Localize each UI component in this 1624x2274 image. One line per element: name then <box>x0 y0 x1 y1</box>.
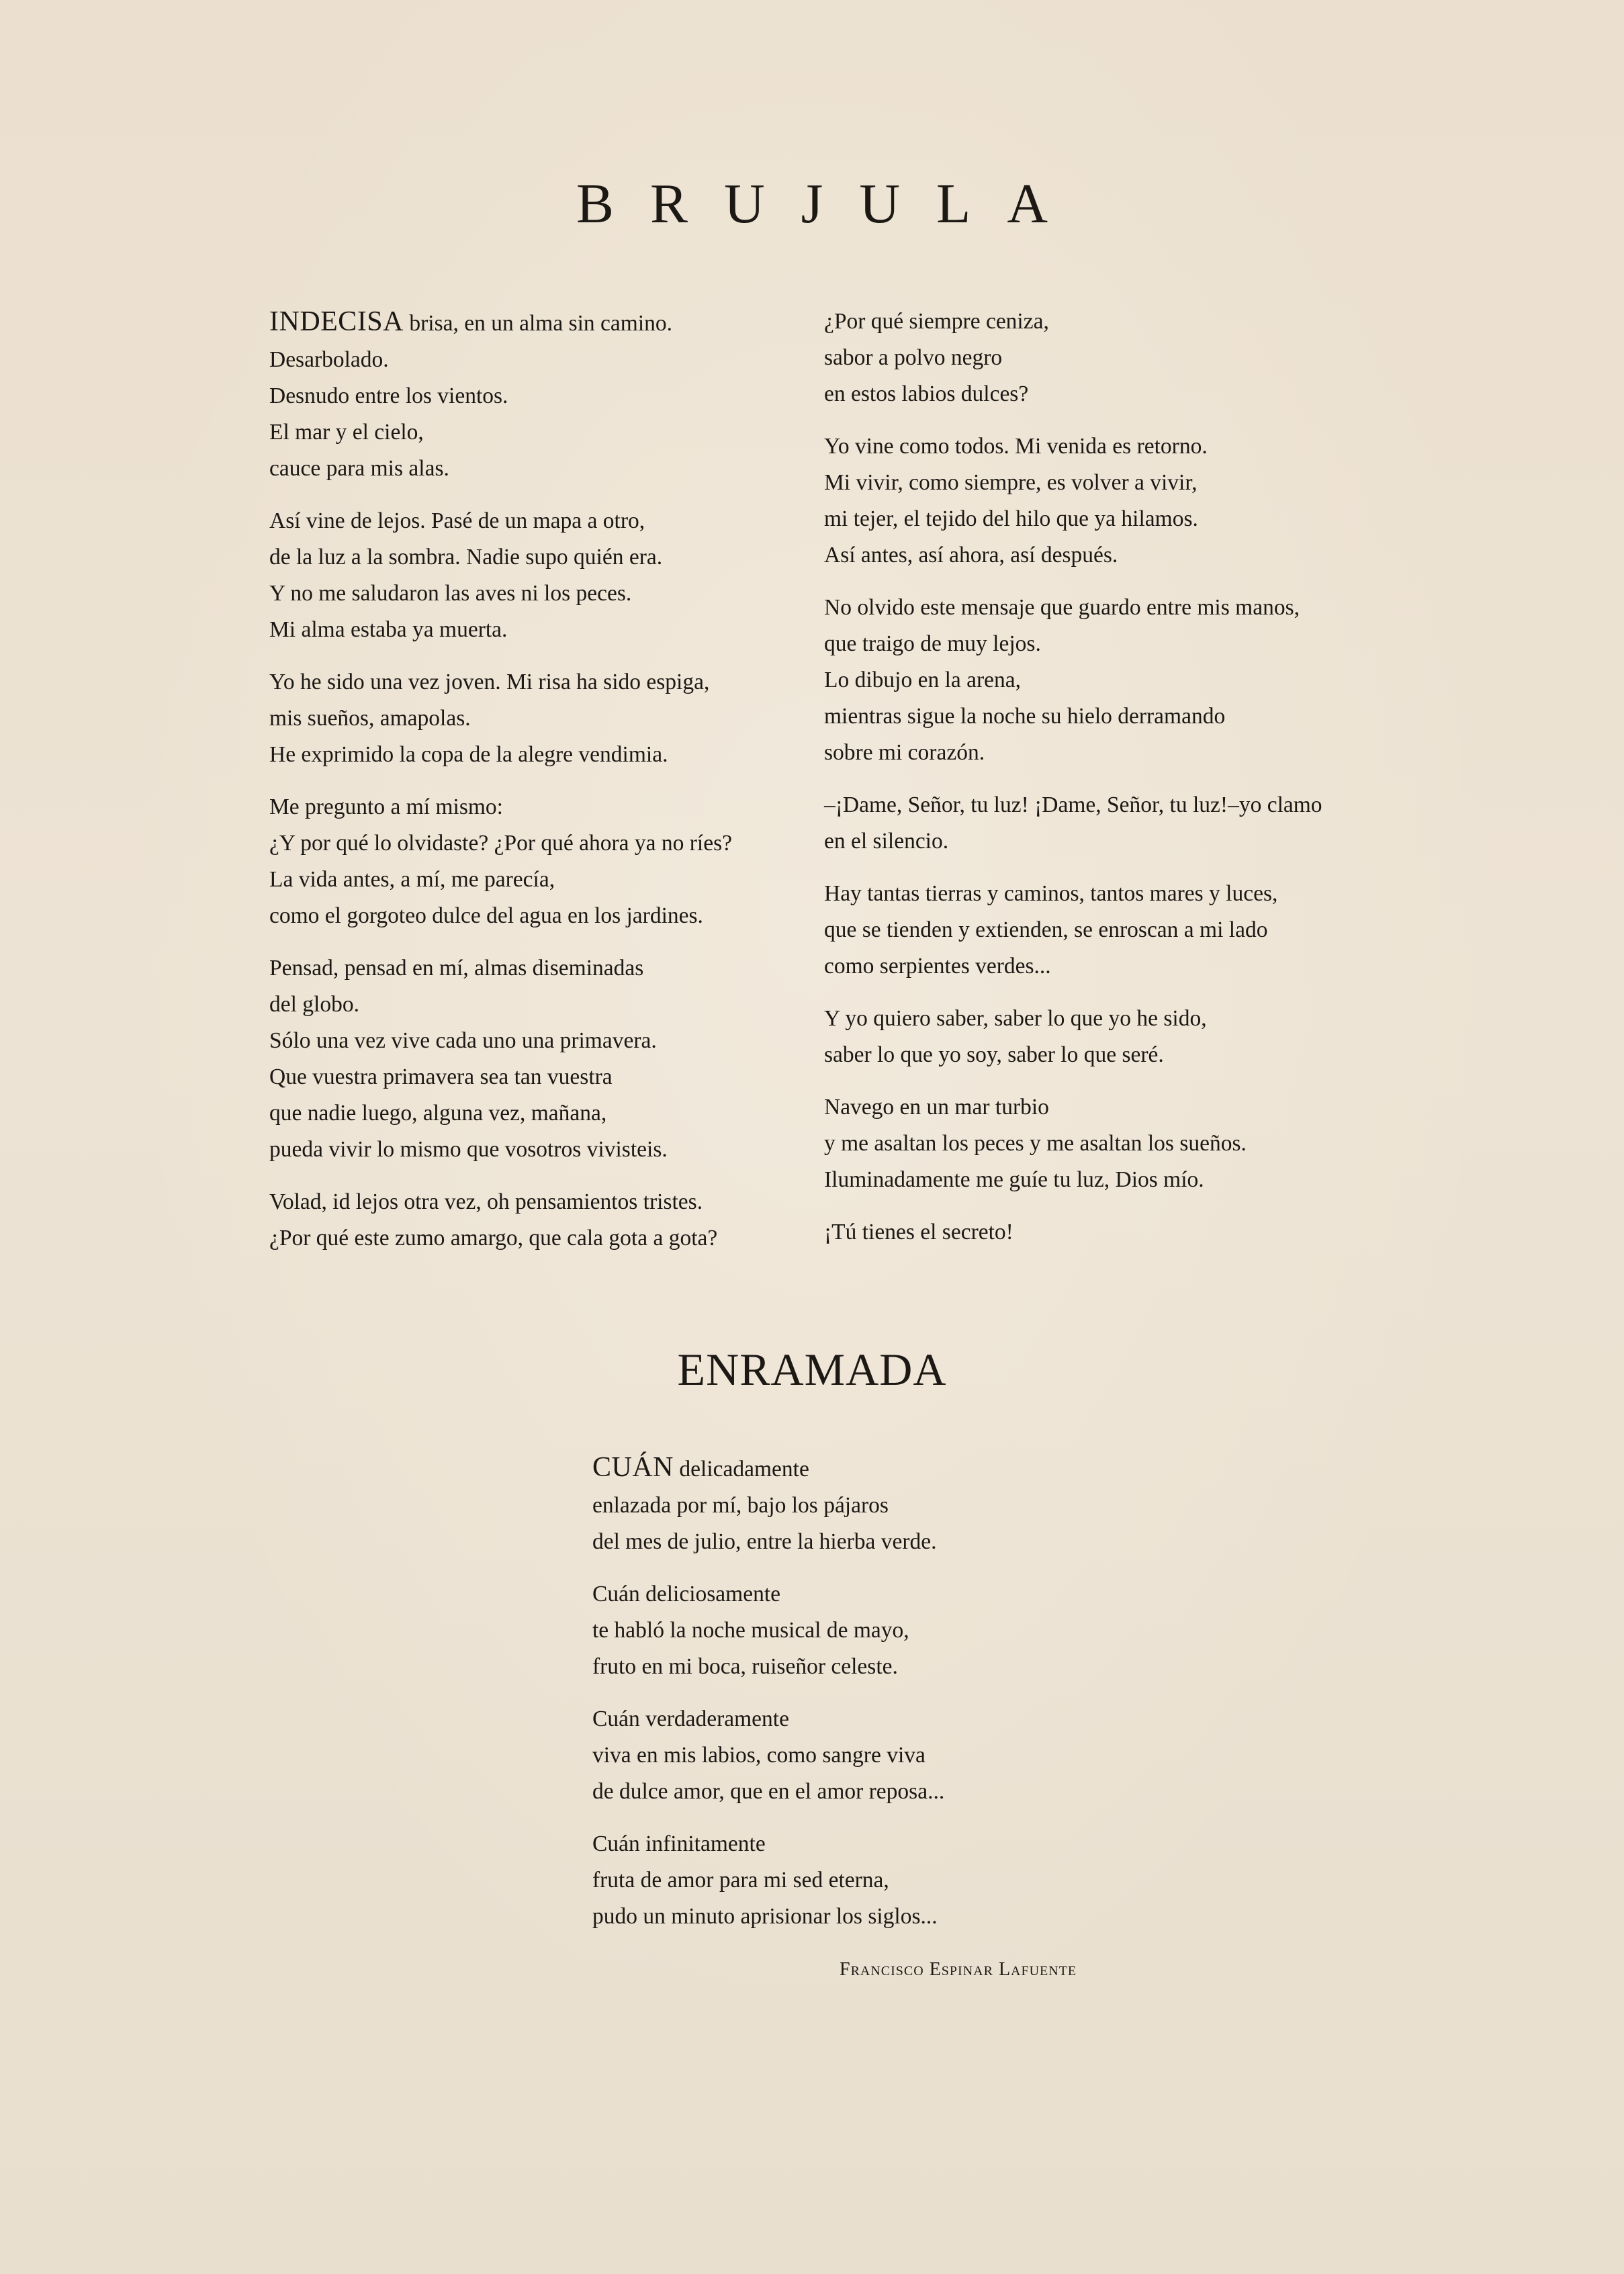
poem-line: pueda vivir lo mismo que vosotros vivisteis. <box>269 1137 668 1162</box>
stanza <box>824 590 1388 771</box>
poem-line: ¡Tú tienes el secreto! <box>824 1220 1013 1244</box>
poem-line: como el gorgoteo dulce del agua en los jardines. <box>269 903 703 928</box>
poem-line: Así vine de lejos. Pasé de un mapa a otro, <box>269 508 645 533</box>
poem-line: que traigo de muy lejos. <box>824 631 1041 656</box>
poem-line: sobre mi corazón. <box>824 740 985 765</box>
poem-line: cauce para mis alas. <box>269 456 449 481</box>
poem-line: del globo. <box>269 992 359 1017</box>
stanza <box>592 1826 1197 1935</box>
poem-line: Mi vivir, como siempre, es volver a vivir, <box>824 470 1198 495</box>
poem-line: como serpientes verdes... <box>824 954 1051 979</box>
poem-line: ¿Por qué siempre ceniza, <box>824 309 1049 334</box>
poem-line: Sólo una vez vive cada uno una primavera. <box>269 1028 657 1053</box>
stanza <box>824 1214 1388 1250</box>
poem-line: que se tienden y extienden, se enroscan a mi lado <box>824 917 1268 942</box>
poem-line: Cuán infinitamente <box>592 1831 766 1856</box>
poem-line: –¡Dame, Señor, tu luz! ¡Dame, Señor, tu luz!–yo clamo <box>824 792 1322 817</box>
poem-line: Mi alma estaba ya muerta. <box>269 617 508 642</box>
line-rest: brisa, en un alma sin camino. <box>404 311 673 336</box>
stanza <box>269 1184 807 1257</box>
stanza <box>269 789 807 934</box>
poem-line: mientras sigue la noche su hielo derramando <box>824 704 1226 729</box>
poem-line: Yo he sido una vez joven. Mi risa ha sido espiga, <box>269 670 710 694</box>
poem-line: El mar y el cielo, <box>269 420 424 445</box>
author-signature: Francisco Espinar Lafuente <box>840 1959 1077 1980</box>
stanza <box>269 503 807 648</box>
stanza <box>592 1576 1197 1685</box>
poem-line: mis sueños, amapolas. <box>269 706 471 731</box>
stanza <box>824 1089 1388 1198</box>
poem-column-left <box>269 304 807 1273</box>
stanza <box>269 304 807 487</box>
poem-line: Desnudo entre los vientos. <box>269 383 508 408</box>
poem-column-right <box>824 304 1388 1267</box>
stanza <box>592 1449 1197 1560</box>
stanza <box>269 950 807 1168</box>
initial-word: CUÁN <box>592 1452 674 1483</box>
poem-line: Y no me saludaron las aves ni los peces. <box>269 581 632 606</box>
stanza <box>269 664 807 773</box>
initial-word: INDECISA <box>269 306 404 337</box>
poem-line: te habló la noche musical de mayo, <box>592 1618 909 1643</box>
poem-line: Cuán deliciosamente <box>592 1582 781 1606</box>
poem-line: y me asaltan los peces y me asaltan los sueños. <box>824 1131 1247 1156</box>
poem-line: ¿Por qué este zumo amargo, que cala gota a gota? <box>269 1226 718 1250</box>
poem-line: fruta de amor para mi sed eterna, <box>592 1868 889 1893</box>
poem-line: Volad, id lejos otra vez, oh pensamientos tristes. <box>269 1189 703 1214</box>
poem-line: Así antes, así ahora, así después. <box>824 543 1118 567</box>
poem-line: enlazada por mí, bajo los pájaros <box>592 1493 889 1518</box>
poem-line: No olvido este mensaje que guardo entre mis manos, <box>824 595 1300 620</box>
stanza <box>824 428 1388 574</box>
poem-line: Cuán verdaderamente <box>592 1707 789 1731</box>
poem-line: Iluminadamente me guíe tu luz, Dios mío. <box>824 1167 1204 1192</box>
poem-line <box>269 304 807 342</box>
poem-line: Pensad, pensad en mí, almas diseminadas <box>269 956 644 981</box>
poem-line: saber lo que yo soy, saber lo que seré. <box>824 1042 1164 1067</box>
stanza <box>824 304 1388 412</box>
poem-line: La vida antes, a mí, me parecía, <box>269 867 555 892</box>
stanza <box>824 787 1388 860</box>
poem-line: Yo vine como todos. Mi venida es retorno. <box>824 434 1208 459</box>
poem-line: en estos labios dulces? <box>824 381 1029 406</box>
line-rest: delicadamente <box>674 1457 809 1482</box>
poem-line: Me pregunto a mí mismo: <box>269 794 503 819</box>
poem-line: mi tejer, el tejido del hilo que ya hilamos. <box>824 506 1198 531</box>
poem-line: Lo dibujo en la arena, <box>824 668 1022 692</box>
poem-line: Navego en un mar turbio <box>824 1095 1049 1120</box>
poem-column-center <box>592 1449 1197 1951</box>
poem-line: de la luz a la sombra. Nadie supo quién era. <box>269 545 663 570</box>
stanza <box>824 876 1388 985</box>
poem-line: pudo un minuto aprisionar los siglos... <box>592 1904 938 1929</box>
poem-line: que nadie luego, alguna vez, mañana, <box>269 1101 607 1126</box>
poem-line <box>592 1449 1197 1488</box>
poem-line: Que vuestra primavera sea tan vuestra <box>269 1064 613 1089</box>
poem-line: viva en mis labios, como sangre viva <box>592 1743 926 1768</box>
poem-line: en el silencio. <box>824 829 949 854</box>
poem-title-enramada: ENRAMADA <box>677 1344 947 1395</box>
poem-line: de dulce amor, que en el amor reposa... <box>592 1779 945 1804</box>
poem-line: fruto en mi boca, ruiseñor celeste. <box>592 1654 898 1679</box>
stanza <box>592 1701 1197 1810</box>
stanza <box>824 1001 1388 1073</box>
poem-line: He exprimido la copa de la alegre vendimia. <box>269 742 668 767</box>
poem-title-brujula: BRUJULA <box>576 173 1085 235</box>
poem-line: Hay tantas tierras y caminos, tantos mares y luces, <box>824 881 1278 906</box>
poem-line: ¿Y por qué lo olvidaste? ¿Por qué ahora ya no ríes? <box>269 831 732 856</box>
poem-line: sabor a polvo negro <box>824 345 1003 370</box>
poem-line: Y yo quiero saber, saber lo que yo he sido, <box>824 1006 1207 1031</box>
poem-line: del mes de julio, entre la hierba verde. <box>592 1529 937 1554</box>
poem-line: Desarbolado. <box>269 347 389 372</box>
